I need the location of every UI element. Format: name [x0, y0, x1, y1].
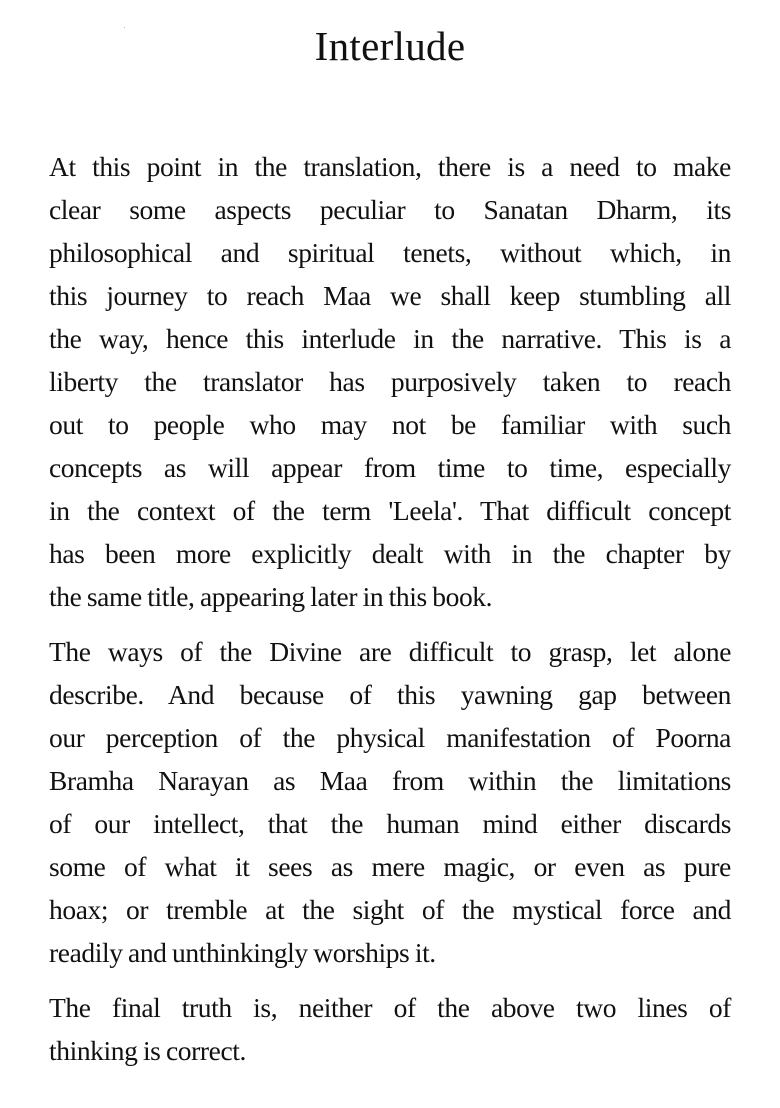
- text-line: The ways of the Divine are difficult to grasp, let alone: [49, 636, 731, 667]
- text-line: At this point in the translation, there is a need to make: [49, 151, 731, 182]
- text-line: our perception of the physical manifestation of Poorna: [49, 722, 731, 753]
- text-line: of our intellect, that the human mind either discards: [49, 808, 731, 839]
- text-line: the same title, appearing later in this book.: [49, 581, 493, 612]
- text-line: describe. And because of this yawning gap between: [49, 679, 731, 710]
- page-title: Interlude: [314, 23, 466, 69]
- text-line: the way, hence this interlude in the narrative. This is a: [49, 323, 731, 354]
- paragraph-3: [49, 986, 731, 1072]
- text-line: concepts as will appear from time to time, especially: [49, 452, 731, 483]
- text-line: some of what it sees as mere magic, or even as pure: [49, 851, 731, 882]
- text-line: this journey to reach Maa we shall keep stumbling all: [49, 280, 731, 311]
- body-text: [49, 145, 731, 1084]
- text-line: philosophical and spiritual tenets, without which, in: [49, 237, 731, 268]
- text-line: The final truth is, neither of the above two lines of: [49, 992, 731, 1023]
- text-line: out to people who may not be familiar with such: [49, 409, 731, 440]
- text-line: thinking is correct.: [49, 1035, 246, 1066]
- text-line: clear some aspects peculiar to Sanatan Dharm, its: [49, 194, 731, 225]
- text-line: in the context of the term 'Leela'. That difficult concept: [49, 495, 731, 526]
- text-line: liberty the translator has purposively taken to reach: [49, 366, 731, 397]
- paragraph-2: [49, 630, 731, 974]
- text-line: has been more explicitly dealt with in the chapter by: [49, 538, 731, 569]
- text-line: readily and unthinkingly worships it.: [49, 937, 436, 968]
- text-line: hoax; or tremble at the sight of the mystical force and: [49, 894, 731, 925]
- paragraph-1: [49, 145, 731, 618]
- text-line: Bramha Narayan as Maa from within the limitations: [49, 765, 731, 796]
